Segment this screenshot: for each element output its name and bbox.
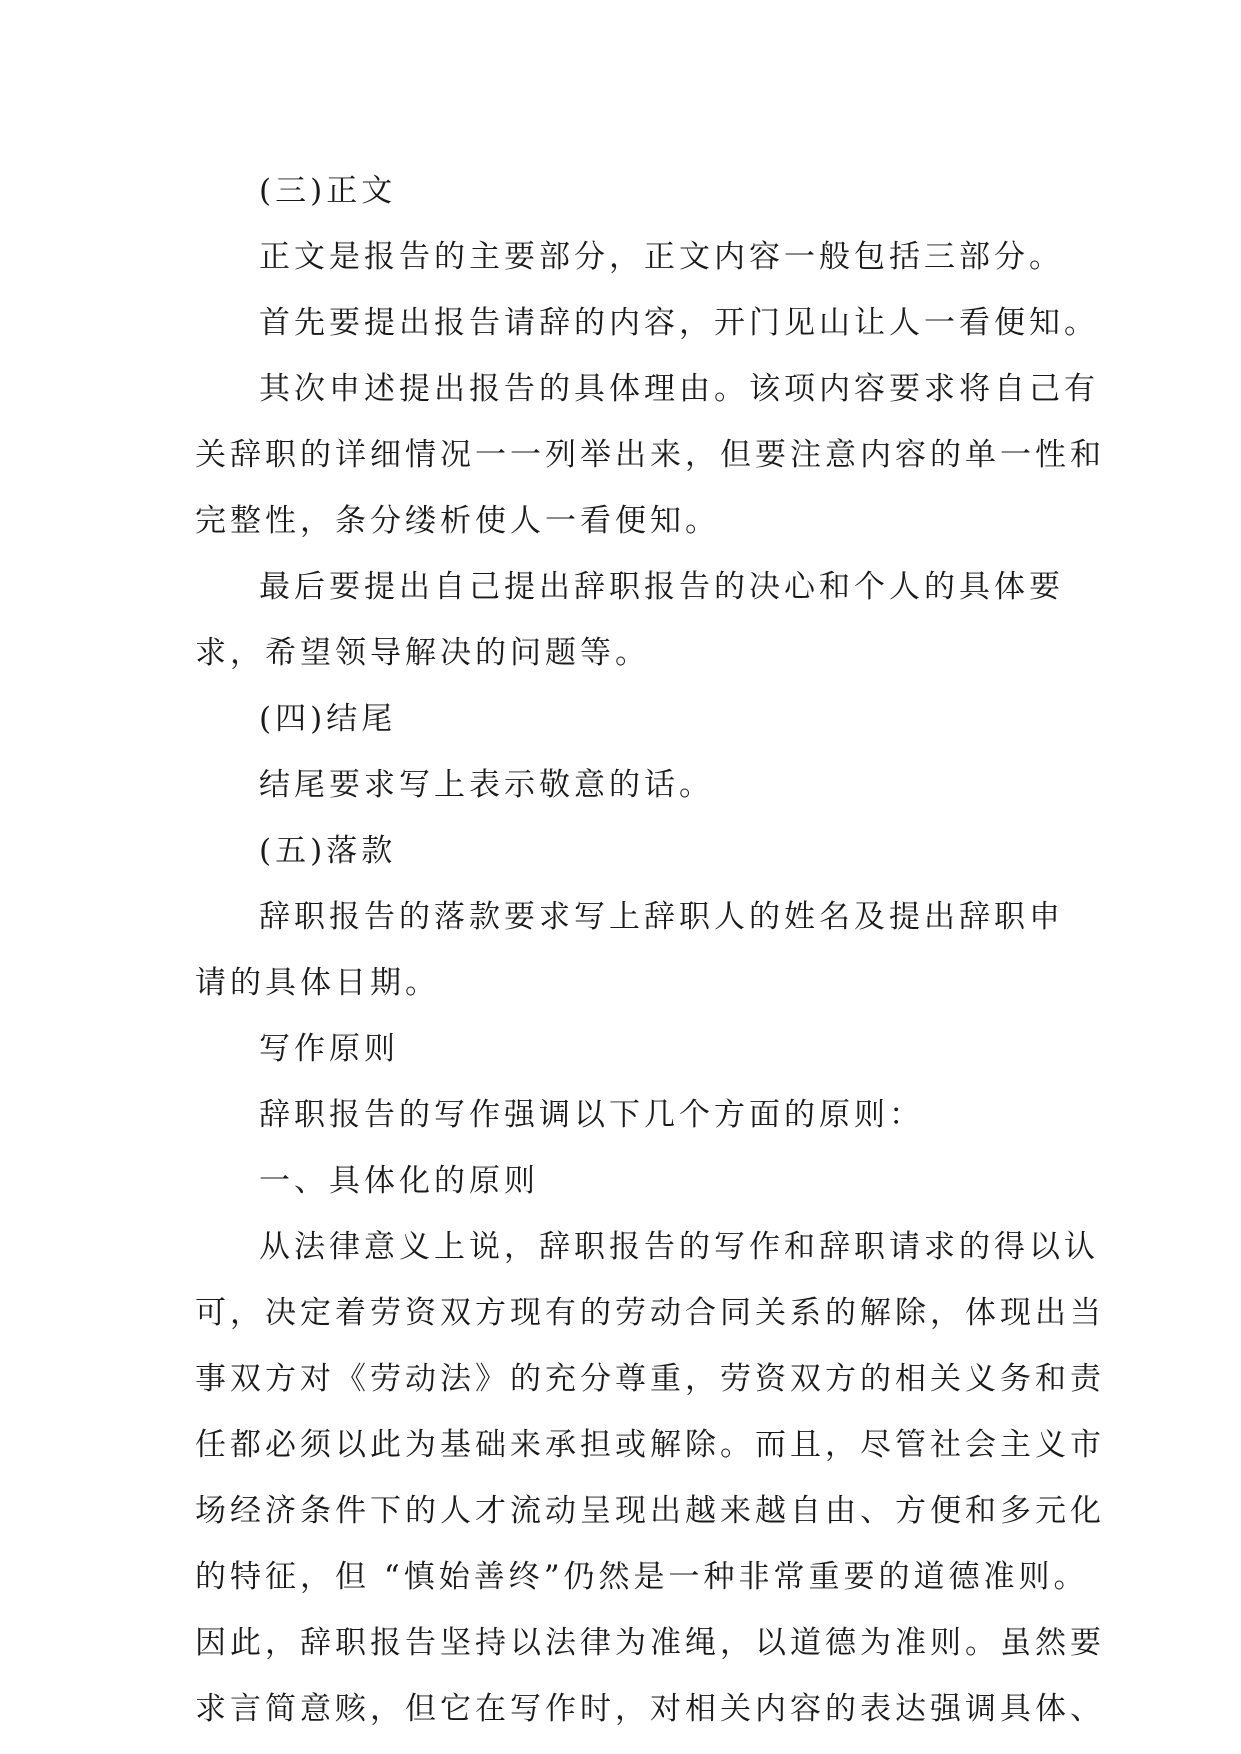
paragraph-line: 场经济条件下的人才流动呈现出越来越自由、方便和多元化 <box>195 1493 1105 1529</box>
paragraph-line: 关辞职的详细情况一一列举出来，但要注意内容的单一性和 <box>195 437 1105 473</box>
paragraph-line: 结尾要求写上表示敬意的话。 <box>259 767 714 803</box>
paragraph-line: 事双方对《劳动法》的充分尊重，劳资双方的相关义务和责 <box>195 1361 1105 1397</box>
paragraph-line: 求，希望领导解决的问题等。 <box>195 635 650 671</box>
paragraph-line: 其次申述提出报告的具体理由。该项内容要求将自己有 <box>259 371 1099 407</box>
paragraph-line: 任都必须以此为基础来承担或解除。而且，尽管社会主义市 <box>195 1427 1105 1463</box>
paragraph-line: 求言简意赅，但它在写作时，对相关内容的表达强调具体、 <box>195 1691 1105 1727</box>
paragraph-line: 完整性，条分缕析使人一看便知。 <box>195 503 720 539</box>
paragraph-line: 请的具体日期。 <box>195 965 440 1001</box>
subsection-heading: 一、具体化的原则 <box>259 1163 539 1199</box>
paragraph-line: 的特征，但 “慎始善终”仍然是一种非常重要的道德准则。 <box>195 1559 1089 1595</box>
section-heading-body: (三)正文 <box>259 173 397 209</box>
section-heading-signature: (五)落款 <box>259 833 397 869</box>
paragraph-line: 最后要提出自己提出辞职报告的决心和个人的具体要 <box>259 569 1064 605</box>
paragraph-line: 辞职报告的落款要求写上辞职人的姓名及提出辞职申 <box>259 899 1064 935</box>
document-body <box>195 158 1105 1742</box>
paragraph-line: 可，决定着劳资双方现有的劳动合同关系的解除，体现出当 <box>195 1295 1105 1331</box>
section-heading-ending: (四)结尾 <box>259 701 397 737</box>
section-heading-writing-principles: 写作原则 <box>259 1031 399 1067</box>
paragraph-line: 因此，辞职报告坚持以法律为准绳，以道德为准则。虽然要 <box>195 1625 1105 1661</box>
paragraph-line: 正文是报告的主要部分，正文内容一般包括三部分。 <box>259 239 1064 275</box>
paragraph-line: 从法律意义上说，辞职报告的写作和辞职请求的得以认 <box>259 1229 1099 1265</box>
paragraph-line: 辞职报告的写作强调以下几个方面的原则： <box>259 1097 924 1133</box>
paragraph-line: 首先要提出报告请辞的内容，开门见山让人一看便知。 <box>259 305 1099 341</box>
